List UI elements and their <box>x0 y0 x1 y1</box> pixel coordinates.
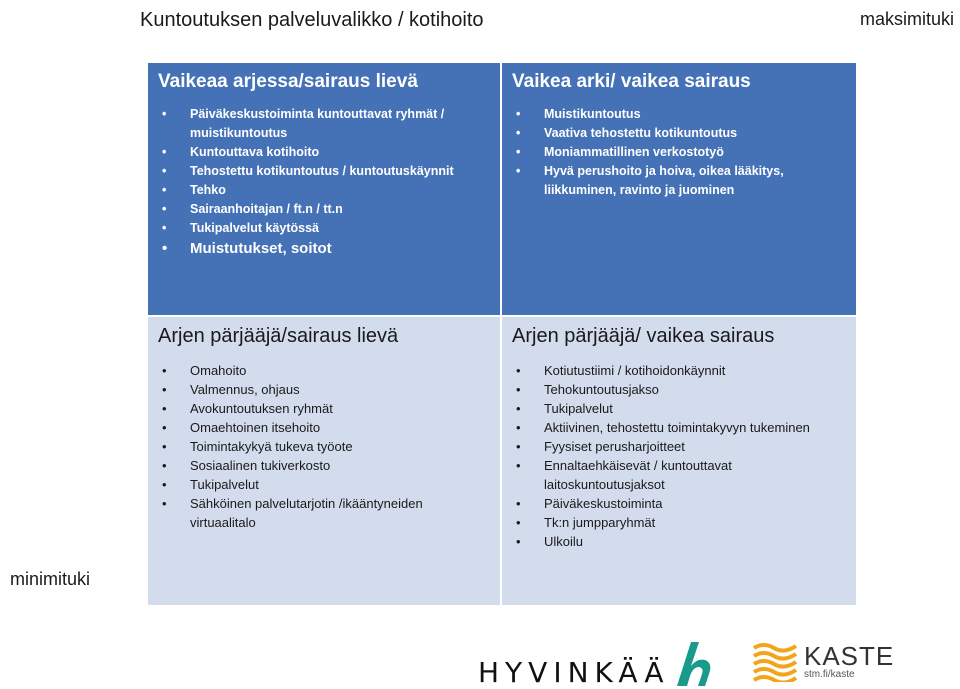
quadrant-heading: Arjen pärjääjä/ vaikea sairaus <box>512 325 775 347</box>
quadrant-heading: Vaikea arki/ vaikea sairaus <box>512 71 751 92</box>
quadrant-list <box>512 105 846 200</box>
list-item: • Toimintakykyä tukeva työote <box>158 437 490 456</box>
list-item: • Tukipalvelut käytössä <box>158 219 490 238</box>
hyvinkaa-logo-text: HYVINKÄÄ <box>478 656 670 689</box>
list-item: • Valmennus, ohjaus <box>158 380 490 399</box>
list-item: • Tukipalvelut <box>512 399 846 418</box>
list-item: • Omaehtoinen itsehoito <box>158 418 490 437</box>
kaste-url: stm.fi/kaste <box>804 668 855 680</box>
list-item: • Sosiaalinen tukiverkosto <box>158 456 490 475</box>
page-title: Kuntoutuksen palveluvalikko / kotihoito <box>140 9 484 31</box>
list-item: • Tehko <box>158 181 490 200</box>
kaste-logo-text: KASTE <box>804 640 895 671</box>
quadrant-bottom-left <box>148 317 500 605</box>
quadrant-list <box>512 361 846 551</box>
list-item: • Kotiutustiimi / kotihoidonkäynnit <box>512 361 846 380</box>
list-item: • Muistikuntoutus <box>512 105 846 124</box>
kaste-wave-logo-icon <box>752 640 798 682</box>
list-item: • Päiväkeskustoiminta kuntouttavat ryhmät / muistikuntoutus <box>158 105 490 143</box>
list-item: • Avokuntoutuksen ryhmät <box>158 399 490 418</box>
list-item: • Sairaanhoitajan / ft.n / tt.n <box>158 200 490 219</box>
list-item: • Tukipalvelut <box>158 475 490 494</box>
list-item: • Hyvä perushoito ja hoiva, oikea lääkitys, liikkuminen, ravinto ja juominen <box>512 162 846 200</box>
list-item: • Vaativa tehostettu kotikuntoutus <box>512 124 846 143</box>
list-item: • Muistutukset, soitot <box>158 238 490 260</box>
list-item: • Omahoito <box>158 361 490 380</box>
list-item: • Päiväkeskustoiminta <box>512 494 846 513</box>
quadrant-bottom-right <box>502 317 856 605</box>
quadrant-top-right <box>502 63 856 315</box>
list-item: • Kuntouttava kotihoito <box>158 143 490 162</box>
quadrant-heading: Arjen pärjääjä/sairaus lievä <box>158 325 399 347</box>
list-item: • Aktiivinen, tehostettu toimintakyvyn tukeminen <box>512 418 846 437</box>
quadrant-heading: Vaikeaa arjessa/sairaus lievä <box>158 71 418 92</box>
service-matrix <box>148 63 856 605</box>
quadrant-list <box>158 105 490 260</box>
list-item: • Ennaltaehkäisevät / kuntouttavat laitoskuntoutusjaksot <box>512 456 846 494</box>
list-item: • Fyysiset perusharjoitteet <box>512 437 846 456</box>
quadrant-top-left <box>148 63 500 315</box>
min-support-label: minimituki <box>10 569 91 589</box>
list-item: • Tehostettu kotikuntoutus / kuntoutuskäynnit <box>158 162 490 181</box>
list-item: • Tk:n jumpparyhmät <box>512 513 846 532</box>
hyvinkaa-logo <box>478 638 717 688</box>
max-support-label: maksimituki <box>859 9 954 29</box>
hyvinkaa-h-logo-icon <box>671 638 717 688</box>
kaste-logo <box>752 640 894 682</box>
list-item: • Sähköinen palvelutarjotin /ikääntyneiden virtuaalitalo <box>158 494 490 532</box>
quadrant-list <box>158 361 490 532</box>
list-item: • Ulkoilu <box>512 532 846 551</box>
list-item: • Tehokuntoutusjakso <box>512 380 846 399</box>
list-item: • Moniammatillinen verkostotyö <box>512 143 846 162</box>
